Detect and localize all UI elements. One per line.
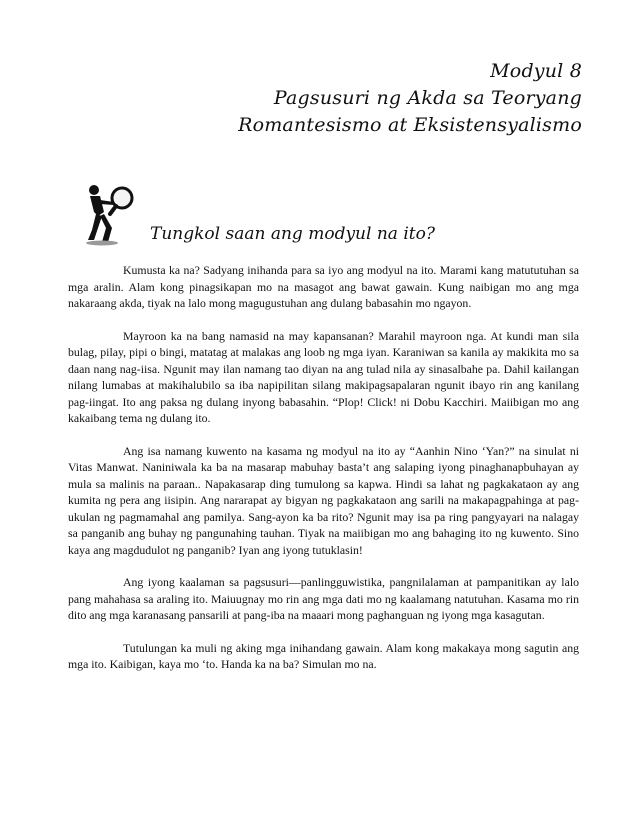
body-text	[68, 262, 579, 689]
paragraph-2: Mayroon ka na bang namasid na may kapansanan? Marahil mayroon nga. At kundi man sila bulag, pilay, pipi o bingi, matatag at malakas ang loob ng mga iyan. Karaniwan sa kanila ay makikita mo sa daan nang nag-iisa. Ngunit may ilan namang tao diyan na ang tulad nila ay sinasalbahe pa. Dahil kailangan nilang lumabas at makihalubilo sa iba napipilitan silang makipagsapalaran ngunit ibayo rin ang kanilang pag-iingat. Ito ang paksa ng dulang inyong babasahin. “Plop! Click! ni Dobu Kacchiri. Maiibigan mo ang kakaibang tema ng dulang ito.	[68, 328, 579, 425]
section-heading: Tungkol saan ang modyul na ito?	[150, 224, 435, 244]
paragraph-5: Tutulungan ka muli ng aking mga inihandang gawain. Alam kong makakaya mong sagutin ang mga ito. Kaibigan, kaya mo ‘to. Handa ka na ba? Simulan mo na.	[68, 640, 579, 671]
paragraph-1: Kumusta ka na? Sadyang inihanda para sa iyo ang modyul na ito. Marami kang matututuhan sa mga aralin. Alam kong pinagsikapan mo na masagot ang bawat gawain. Kung naibigan mo ang mga nakaraang akda, tiyak na lalo mong magugustuhan ang dulang babasahin mo ngayon.	[68, 263, 579, 310]
module-title-line-2: Romantesismo at Eksistensyalismo	[238, 114, 582, 136]
module-number: Modyul 8	[490, 60, 582, 82]
module-title-block	[238, 58, 582, 139]
paragraph-4: Ang iyong kaalaman sa pagsusuri—panlingguwistika, pangnilalaman at pampanitikan ay lalo pang mahahasa sa araling ito. Maiuugnay mo rin ang mga dati mo ng kaalamang natutuhan. Kasama mo rin dito ang mga karanasang pansarili at pang-iba na maaari mong paghanguan ng iyong mga kasagutan.	[68, 575, 579, 622]
module-title-line-1: Pagsusuri ng Akda sa Teoryang	[273, 87, 582, 109]
paragraph-3: Ang isa namang kuwento na kasama ng modyul na ito ay “Aanhin Nino ‘Yan?” na sinulat ni Vitas Manwat. Naniniwala ka ba na masarap mabuhay basta’t ang salaping iyong pinaghanapbuhayan ay mula sa malinis na paraan.. Napakasarap ding tumulong sa kapwa. Hindi sa lahat ng pagkakataon ay ang kumita ng pera ang iisipin. Ang nararapat ay bigyan ng pagkakataon ang sarili na makapagpahinga at pag-ukulan ng pagmamahal ang pamilya. Sang-ayon ka ba rito? Ngunit may isa pa ring pangyayari na nalagay sa panganib ang buhay ng pangunahing tauhan. Tiyak na maiibigan mo ang bahaging ito ng kuwento. Sino kaya ang magdudulot ng panganib? Iyan ang iyong tutuklasin!	[68, 443, 579, 557]
magnifying-glass-person-icon	[80, 182, 136, 246]
